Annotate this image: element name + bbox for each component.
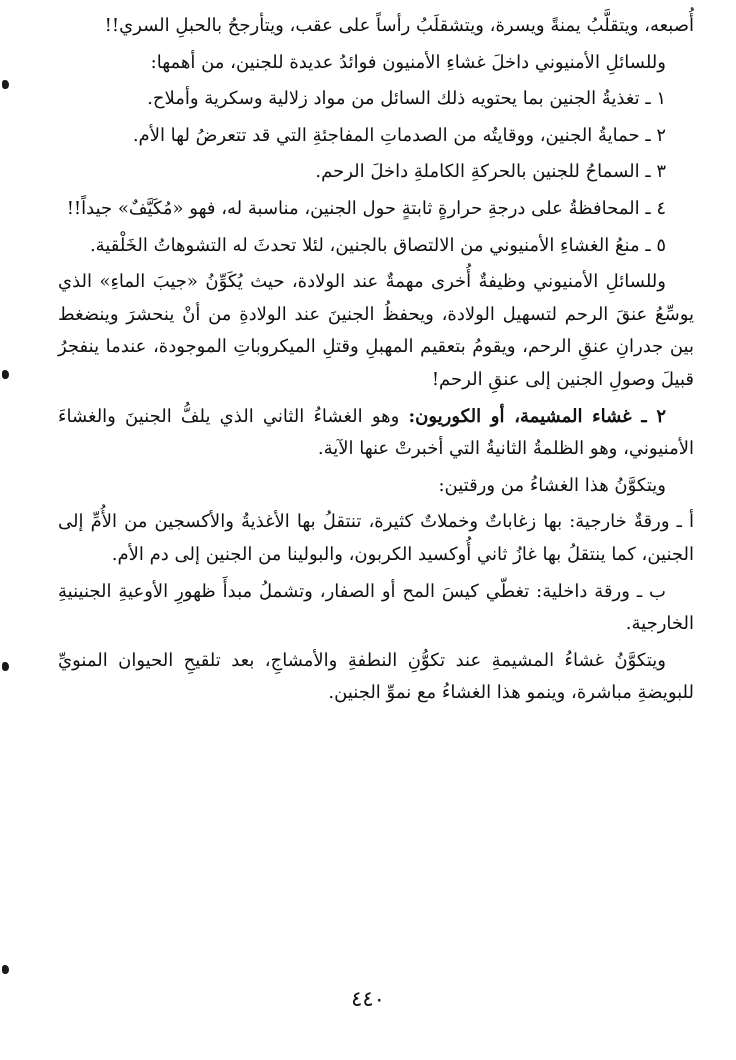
paragraph: ويتكوَّنُ غشاءُ المشيمةِ عند تكوُّنِ النطفةِ والأمشاجِ، بعد تلقيحِ الحيوان المنويِّ للبويضةِ مباشرة، وينمو هذا الغشاءُ مع نموِّ الجنين. — [58, 649, 694, 704]
list-item: ٥ ـ منعُ الغشاءِ الأمنيوني من الالتصاق بالجنين، لئلا تحدثَ له التشوهاتُ الخَلْقية. — [89, 234, 666, 256]
paragraph: أُصبعه، ويتقلَّبُ يمنةً ويسرة، ويتشقلَبُ رأساً على عقب، ويتأرجحُ بالحبلِ السري!! — [104, 15, 694, 36]
paragraph: وللسائلِ الأمنيوني داخلَ غشاءِ الأمنيون فوائدُ عديدة للجنين، من أهمها: — [150, 51, 666, 73]
margin-ink-mark — [2, 80, 9, 89]
section-text: وهو الغشاءُ الثاني الذي يلفُّ الجنينَ والغشاءَ الأمنيوني، وهو الظلمةُ الثانيةُ التي أخبرتْ عنها الآية. — [58, 405, 694, 460]
list-item: ٢ ـ حمايةُ الجنين، ووقايتُه من الصدماتِ المفاجئةِ التي قد تتعرضُ لها الأم. — [132, 124, 666, 146]
section-heading: ٢ ـ غشاء المشيمة، أو الكوريون: — [408, 405, 666, 427]
margin-ink-mark — [2, 662, 9, 671]
paragraph — [58, 401, 694, 466]
page-number: ٤٤٠ — [351, 987, 385, 1011]
list-item: ٣ ـ السماحُ للجنين بالحركةِ الكاملةِ داخلَ الرحم. — [315, 161, 666, 183]
margin-ink-mark — [2, 370, 9, 379]
list-item: ب ـ ورقة داخلية: تغطّي كيسَ المح أو الصفار، وتشملُ مبدأَ ظهورِ الأوعيةِ الجنينيةِ الخارجية. — [58, 580, 694, 635]
margin-ink-mark — [2, 965, 9, 974]
list-item: ٤ ـ المحافظةُ على درجةِ حرارةٍ ثابتةٍ حول الجنين، مناسبة له، فهو «مُكَيَّفٌ» جيداً!! — [66, 197, 666, 219]
body-text — [58, 10, 694, 714]
list-item: أ ـ ورقةٌ خارجية: بها زغاباتٌ وخملاتٌ كثيرة، تنتقلُ بها الأغذيةُ والأكسجين من الأُمِّ إلى الجنين، كما ينتقلُ بها غازُ ثاني أُوكسيد الكربون، والبولينا من الجنين إلى دم الأم. — [58, 511, 694, 565]
paragraph: ويتكوَّنُ هذا الغشاءُ من ورقتين: — [438, 474, 666, 496]
paragraph: وللسائلِ الأمنيوني وظيفةٌ أُخرى مهمةٌ عند الولادة، حيث يُكَوِّنُ «جيبَ الماءِ» الذي يوسِّعُ عنقَ الرحم لتسهيل الولادة، ويحفظُ الجنينَ عند الولادةِ من أنْ ينحشرَ وينضغط بين جدرانِ عنقِ الرحم، ويقومُ بتعقيم المهبلِ وقتلِ الميكروباتِ الموجودة، عندما ينفجرُ قبيلَ وصولِ الجنين إلى عنقِ الرحم! — [58, 271, 694, 390]
list-item: ١ ـ تغذيةُ الجنين بما يحتويه ذلك السائل من مواد زلالية وسكرية وأملاح. — [147, 88, 666, 110]
